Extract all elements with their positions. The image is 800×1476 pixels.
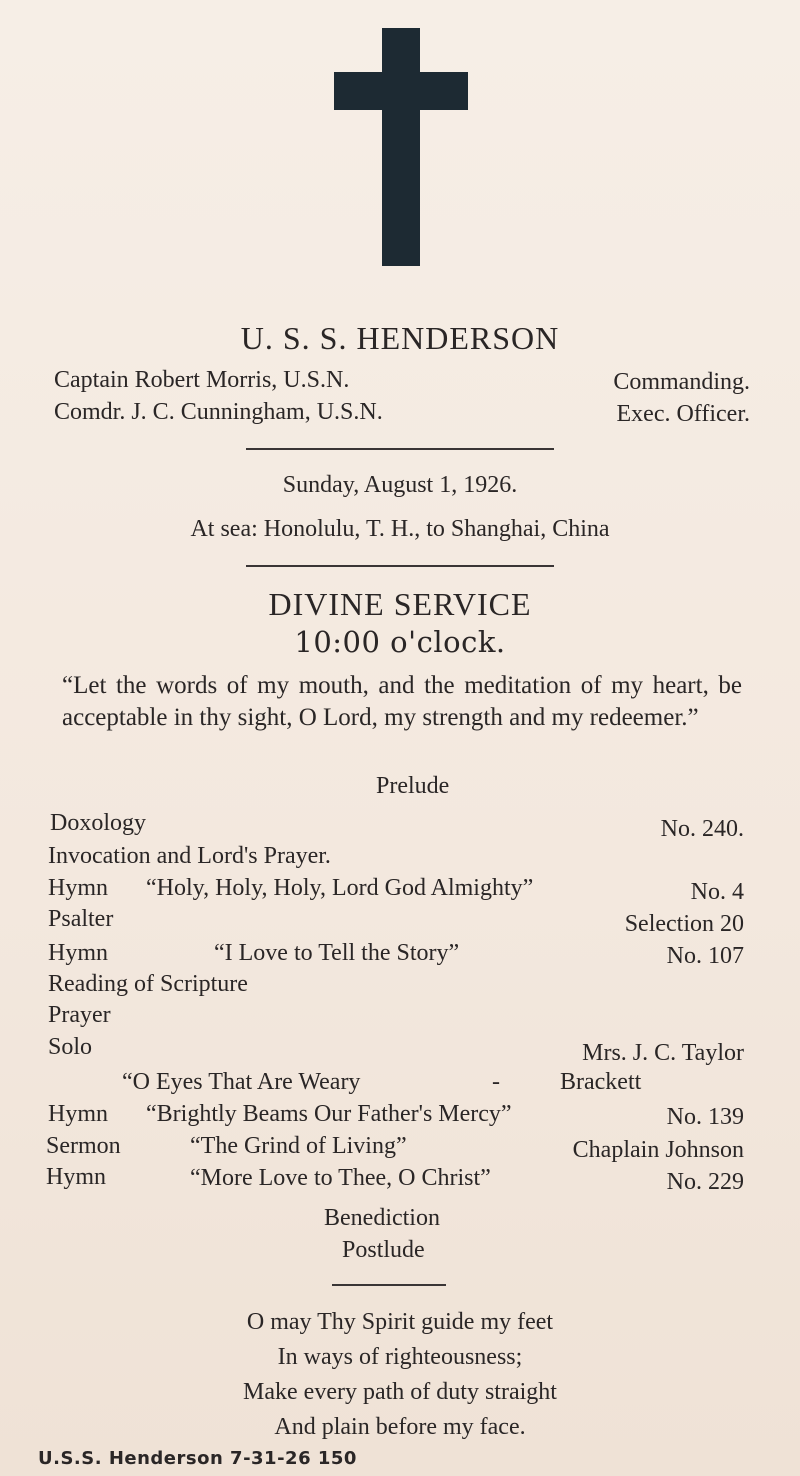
divider	[332, 1284, 446, 1286]
hymn-label: Hymn	[46, 1164, 106, 1190]
verse-line: In ways of righteousness;	[277, 1344, 523, 1370]
verse-line: And plain before my face.	[274, 1414, 526, 1440]
verse-line: Make every path of duty straight	[243, 1379, 557, 1405]
divider	[246, 448, 554, 450]
hymn-title: “I Love to Tell the Story”	[214, 940, 460, 966]
captain-role: Commanding.	[613, 369, 750, 395]
benediction: Benediction	[324, 1205, 440, 1231]
hymn-number: No. 229	[666, 1169, 744, 1195]
postlude: Postlude	[342, 1237, 425, 1263]
solo-dash: -	[492, 1069, 500, 1095]
solo-performer: Mrs. J. C. Taylor	[582, 1040, 744, 1066]
hymn-label: Hymn	[48, 1101, 108, 1127]
prayer: Prayer	[48, 1002, 111, 1028]
exec-officer-name: Comdr. J. C. Cunningham, U.S.N.	[54, 399, 383, 425]
solo-label: Solo	[48, 1034, 93, 1060]
cross-icon-arm	[334, 72, 468, 110]
doxology: Doxology	[50, 810, 146, 836]
ship-title: U. S. S. HENDERSON	[240, 320, 560, 356]
service-date: Sunday, August 1, 1926.	[282, 472, 518, 498]
prelude: Prelude	[376, 773, 450, 799]
invocation: Invocation and Lord's Prayer.	[48, 843, 331, 869]
hymn-number: No. 107	[666, 943, 744, 969]
psalter: Psalter	[48, 906, 114, 932]
service-title: DIVINE SERVICE	[268, 586, 532, 622]
sermon-title: “The Grind of Living”	[190, 1133, 407, 1159]
voyage-route: At sea: Honolulu, T. H., to Shanghai, China	[190, 516, 610, 542]
doxology-number: No. 240.	[660, 816, 744, 842]
hymn-number: No. 139	[666, 1104, 744, 1130]
printer-footer: U.S.S. Henderson 7-31-26 150	[38, 1448, 357, 1469]
hymn-title: “More Love to Thee, O Christ”	[190, 1165, 491, 1191]
psalter-selection: Selection 20	[624, 911, 744, 937]
sermon-preacher: Chaplain Johnson	[572, 1137, 744, 1163]
cross-icon	[382, 28, 420, 266]
hymn-title: “Brightly Beams Our Father's Mercy”	[146, 1101, 512, 1127]
solo-title: “O Eyes That Are Weary	[122, 1069, 361, 1095]
service-time: 10:00 o'clock.	[294, 625, 506, 659]
solo-composer: Brackett	[560, 1069, 642, 1095]
scripture-quote: “Let the words of my mouth, and the meditation of my heart, be acceptable in thy sight, O Lord, my strength and my redeemer.”	[62, 672, 742, 731]
verse-line: O may Thy Spirit guide my feet	[246, 1309, 554, 1335]
scripture-reading: Reading of Scripture	[48, 971, 248, 997]
sermon-label: Sermon	[46, 1133, 121, 1159]
hymn-label: Hymn	[48, 875, 108, 901]
exec-officer-role: Exec. Officer.	[616, 401, 750, 427]
hymn-number: No. 4	[690, 879, 744, 905]
divider	[246, 565, 554, 567]
hymn-label: Hymn	[48, 940, 108, 966]
hymn-title: “Holy, Holy, Holy, Lord God Almighty”	[146, 875, 534, 901]
captain-name: Captain Robert Morris, U.S.N.	[54, 367, 350, 393]
hymn-verse	[0, 1305, 800, 1445]
